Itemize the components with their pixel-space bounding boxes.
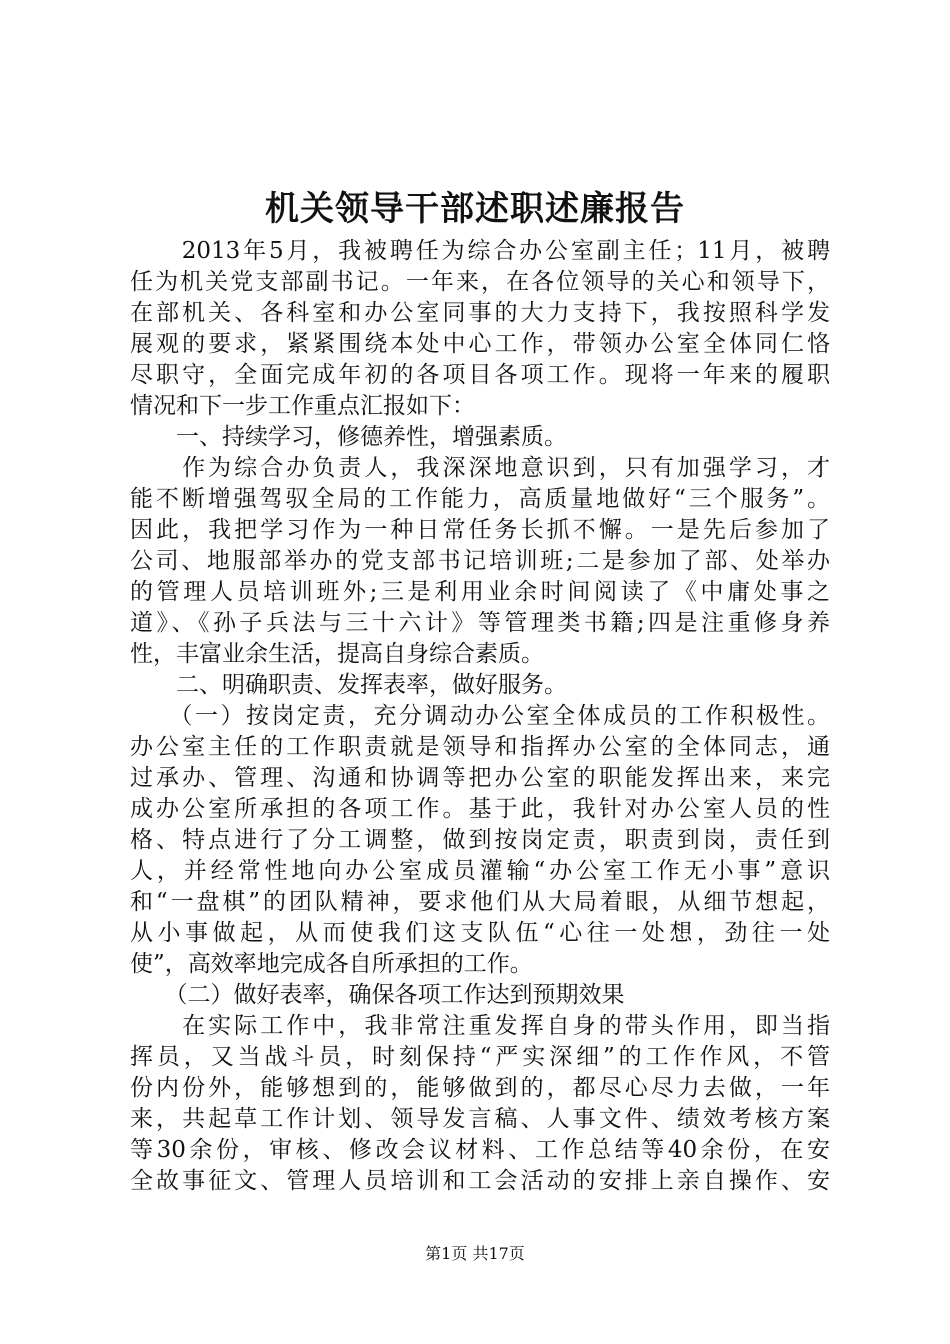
document-title: 机关领导干部述职述廉报告 — [265, 189, 685, 229]
text-line: 和“一盘棋”的团队精神，要求他们从大局着眼，从细节想起， — [130, 889, 830, 915]
text-line: 作为综合办负责人，我深深地意识到，只有加强学习，才 — [130, 455, 830, 481]
text-line: 公司、地服部举办的党支部书记培训班;二是参加了部、处举办 — [130, 548, 830, 574]
text-line: 任为机关党支部副书记。一年来，在各位领导的关心和领导下， — [130, 269, 830, 295]
text-line: 展观的要求，紧紧围绕本处中心工作，带领办公室全体同仁恪 — [130, 331, 830, 357]
text-line: 因此，我把学习作为一种日常任务长抓不懈。一是先后参加了 — [130, 517, 830, 543]
page-footer: 第1页 共17页 — [425, 1244, 525, 1263]
text-line: 性，丰富业余生活，提高自身综合素质。 — [130, 641, 544, 667]
text-line: 的管理人员培训班外;三是利用业余时间阅读了《中庸处事之 — [130, 579, 830, 605]
document-body — [130, 236, 830, 1197]
text-line: 从小事做起，从而使我们这支队伍“心往一处想，劲往一处 — [130, 920, 830, 946]
text-line: 情况和下一步工作重点汇报如下： — [130, 393, 475, 419]
text-line: 道》、《孙子兵法与三十六计》等管理类书籍;四是注重修身养 — [130, 610, 830, 636]
text-line: 过承办、管理、沟通和协调等把办公室的职能发挥出来，来完 — [130, 765, 830, 791]
text-line: 二、明确职责、发挥表率，做好服务。 — [130, 672, 567, 698]
text-line: 成办公室所承担的各项工作。基于此，我针对办公室人员的性 — [130, 796, 830, 822]
text-line: 全故事征文、管理人员培训和工会活动的安排上亲自操作、安 — [130, 1168, 830, 1194]
text-line: 格、特点进行了分工调整，做到按岗定责，职责到岗，责任到 — [130, 827, 830, 853]
text-line: 使”，高效率地完成各自所承担的工作。 — [130, 951, 533, 977]
text-line: 2013年5月，我被聘任为综合办公室副主任；11月，被聘 — [130, 238, 830, 264]
text-line: 来，共起草工作计划、领导发言稿、人事文件、绩效考核方案 — [130, 1106, 830, 1132]
text-line: 尽职守，全面完成年初的各项目各项工作。现将一年来的履职 — [130, 362, 830, 388]
text-line: 挥员，又当战斗员，时刻保持“严实深细”的工作作风，不管 — [130, 1044, 830, 1070]
text-line: （二）做好表率，确保各项工作达到预期效果 — [130, 982, 625, 1008]
text-line: 办公室主任的工作职责就是领导和指挥办公室的全体同志，通 — [130, 734, 830, 760]
text-line: 份内份外，能够想到的，能够做到的，都尽心尽力去做，一年 — [130, 1075, 830, 1101]
text-line: 人，并经常性地向办公室成员灌输“办公室工作无小事”意识 — [130, 858, 830, 884]
text-line: 能不断增强驾驭全局的工作能力，高质量地做好“三个服务”。 — [130, 486, 830, 512]
text-line: 一、持续学习，修德养性，增强素质。 — [130, 424, 567, 450]
text-line: 等30余份，审核、修改会议材料、工作总结等40余份，在安 — [130, 1137, 830, 1163]
text-line: 在实际工作中，我非常注重发挥自身的带头作用，即当指 — [130, 1013, 830, 1039]
text-line: 在部机关、各科室和办公室同事的大力支持下，我按照科学发 — [130, 300, 830, 326]
text-line: （一）按岗定责，充分调动办公室全体成员的工作积极性。 — [130, 703, 830, 729]
